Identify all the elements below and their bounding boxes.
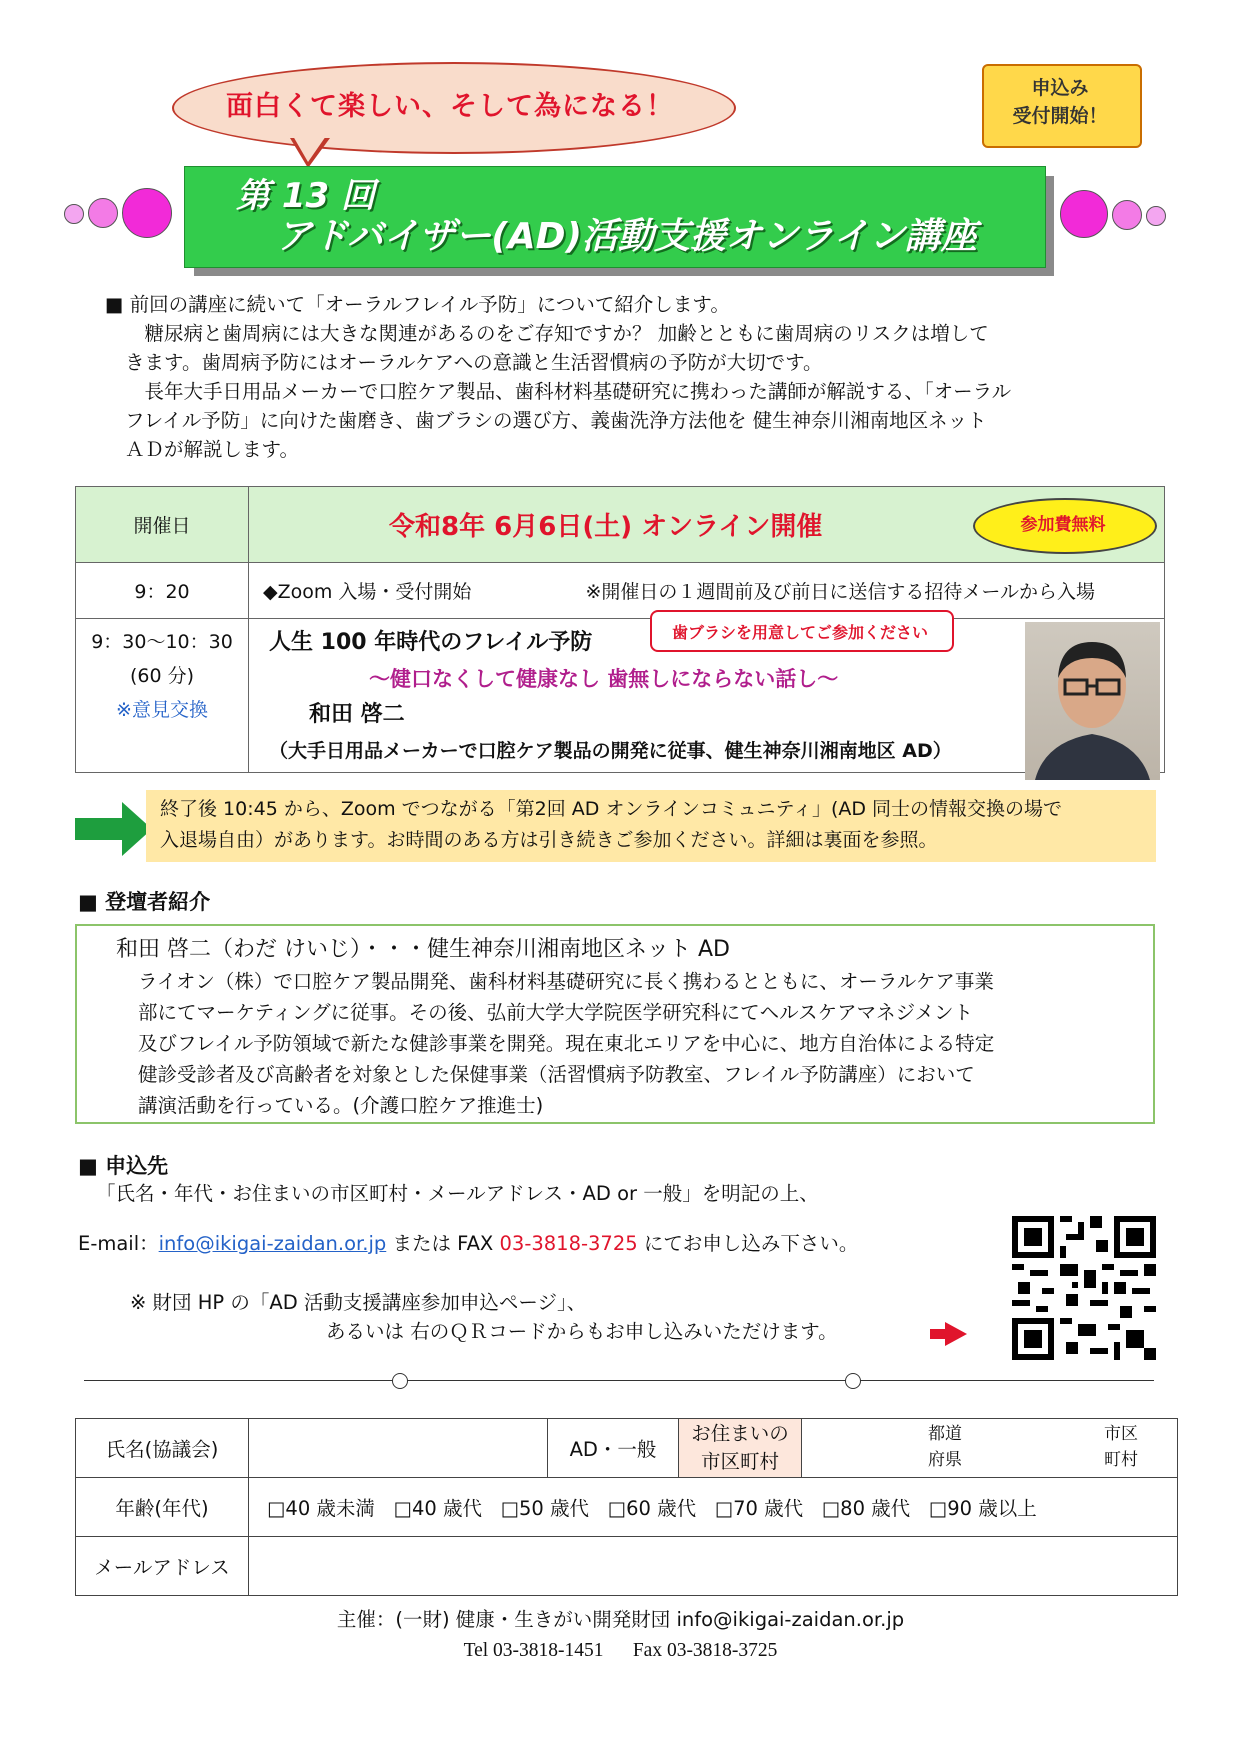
profile-name: 和田 啓二（わだ けいじ）・・・健生神奈川湘南地区ネット AD	[116, 937, 730, 962]
application-form: 氏名(協議会) AD・一般 お住まいの 市区町村 都道 府県 市区 町村 年齢(年代) □40 歳未満 □40 歳代 □50 歳代 □60 歳代 □70 歳代 □80 歳代 □90 歳以上 メールアドレス	[75, 1418, 1178, 1596]
age-checkbox[interactable]: □60 歳代	[607, 1497, 697, 1520]
zoom-entry: ◆Zoom 入場・受付開始	[263, 581, 472, 603]
decor-dot	[122, 188, 172, 238]
decor-dot	[1112, 200, 1142, 230]
arrow-right-icon	[945, 1322, 967, 1346]
time-cell: 9：30～10：30	[91, 631, 233, 653]
profile-body: ライオン（株）で口腔ケア製品開発、歯科材料基礎研究に長く携わるとともに、オーラルケア事業 部にてマーケティングに従事。その後、弘前大学大学院医学研究科にてヘルスケアマネジメント 及びフレイル予防領域で新たな健診事業を開発。現在東北エリアを中心に、地方自治体による特定 健診受診者及び高齢者を対象とした保健事業（活習慣病予防教室、フレイル予防講座）において 講演活動を行っている。(介護口腔ケア推進士)	[138, 970, 995, 1117]
decor-dot	[1060, 190, 1108, 238]
lecture-title: 人生 100 年時代のフレイル予防	[269, 630, 593, 655]
email-label: メールアドレス	[76, 1537, 249, 1596]
age-checkbox[interactable]: □80 歳代	[821, 1497, 911, 1520]
apply-heading: ■ 申込先	[78, 1154, 169, 1178]
speaker-name: 和田 啓二	[309, 702, 405, 727]
age-checkbox[interactable]: □50 歳代	[500, 1497, 590, 1520]
speaker-desc: （大手日用品メーカーで口腔ケア製品の開発に従事、健生神奈川湘南地区 AD）	[269, 740, 952, 762]
time-cell: 9：20	[76, 563, 249, 619]
page-title: アドバイザー(AD)活動支援オンライン講座	[276, 216, 977, 257]
age-checkbox[interactable]: □70 歳代	[714, 1497, 804, 1520]
arrow-right-icon	[75, 818, 125, 840]
email-link[interactable]: info@ikigai-zaidan.or.jp	[158, 1232, 387, 1255]
email-field[interactable]	[249, 1537, 1178, 1596]
date-label: 開催日	[76, 487, 249, 563]
application-status: 申込み 受付開始！	[1012, 77, 1108, 127]
apply-contact: E-mail：info@ikigai-zaidan.or.jp または FAX 03-3818-3725 にてお申し込み下さい。	[78, 1232, 859, 1255]
address-field[interactable]: 都道 府県 市区 町村	[802, 1419, 1178, 1478]
lecture-subtitle: ～健口なくして健康なし 歯無しにならない話し～	[369, 667, 839, 691]
title-number: 第 13 回	[236, 176, 375, 216]
apply-instructions: 「氏名・年代・お住まいの市区町村・メールアドレス・AD or 一般」を明記の上、	[96, 1182, 819, 1205]
age-checkbox[interactable]: □40 歳代	[393, 1497, 482, 1520]
event-date: 令和8年 6月6日(土) オンライン開催	[389, 512, 823, 542]
decor-dot	[1146, 206, 1166, 226]
contact-numbers: Tel 03-3818-1451 Fax 03-3818-3725	[463, 1640, 778, 1661]
qr-code-icon[interactable]	[1012, 1216, 1156, 1360]
profile-heading: ■ 登壇者紹介	[78, 890, 211, 914]
tagline: 面白くて楽しい、そして為になる！	[226, 91, 674, 122]
entry-note: ※開催日の１週間前及び前日に送信する招待メールから入場	[585, 581, 1096, 603]
age-checkbox[interactable]: □40 歳未満	[267, 1497, 375, 1520]
community-notice: 終了後 10:45 から、Zoom でつながる「第2回 AD オンラインコミュニティ」(AD 同士の情報交換の場で 入退場自由）があります。お時間のある方は引き続きご参加ください。詳細は裏面を参照。	[146, 790, 1156, 862]
address-label: お住まいの	[691, 1422, 789, 1445]
decor-dot	[64, 204, 84, 224]
age-options	[249, 1478, 1178, 1537]
name-label: 氏名(協議会)	[76, 1419, 249, 1478]
fee-badge-text: 参加費無料	[1020, 515, 1106, 535]
callout-text: 歯ブラシを用意してご参加ください	[671, 623, 928, 642]
organizer: 主催：(一財) 健康・生きがい開発財団 info@ikigai-zaidan.or.jp	[336, 1608, 905, 1631]
ad-general-field[interactable]: AD・一般	[548, 1419, 679, 1478]
divider-circle	[392, 1373, 408, 1389]
duration: (60 分)	[129, 665, 195, 687]
name-field[interactable]	[249, 1419, 548, 1478]
apply-web: ※ 財団 HP の「AD 活動支援講座参加申込ページ」、 あるいは 右のＱＲコードからもお申し込みいただけます。	[130, 1291, 838, 1343]
age-label: 年齢(年代)	[76, 1478, 249, 1537]
divider	[84, 1380, 1154, 1381]
decor-dot	[88, 198, 118, 228]
speaker-photo	[1025, 622, 1160, 780]
intro-text: ■ 前回の講座に続いて「オーラルフレイル予防」について紹介します。 糖尿病と歯周病には大きな関連があるのをご存知ですか？ 加齢とともに歯周病のリスクは増して きます。歯周病予防にはオーラルケアへの意識と生活習慣病の予防が大切です。 長年大手日用品メーカーで口腔ケア製品、歯科材料基礎研究に携わった講師が解説する、「オーラル フレイル予防」に向けた歯磨き、歯ブラシの選び方、義歯洗浄方法他を 健生神奈川湘南地区ネット ＡＤが解説します。	[105, 293, 1012, 461]
exchange-label: ※意見交換	[116, 699, 208, 721]
divider-circle	[845, 1373, 861, 1389]
fax-number: 03-3818-3725	[499, 1232, 638, 1255]
age-checkbox[interactable]: □90 歳以上	[928, 1497, 1037, 1520]
